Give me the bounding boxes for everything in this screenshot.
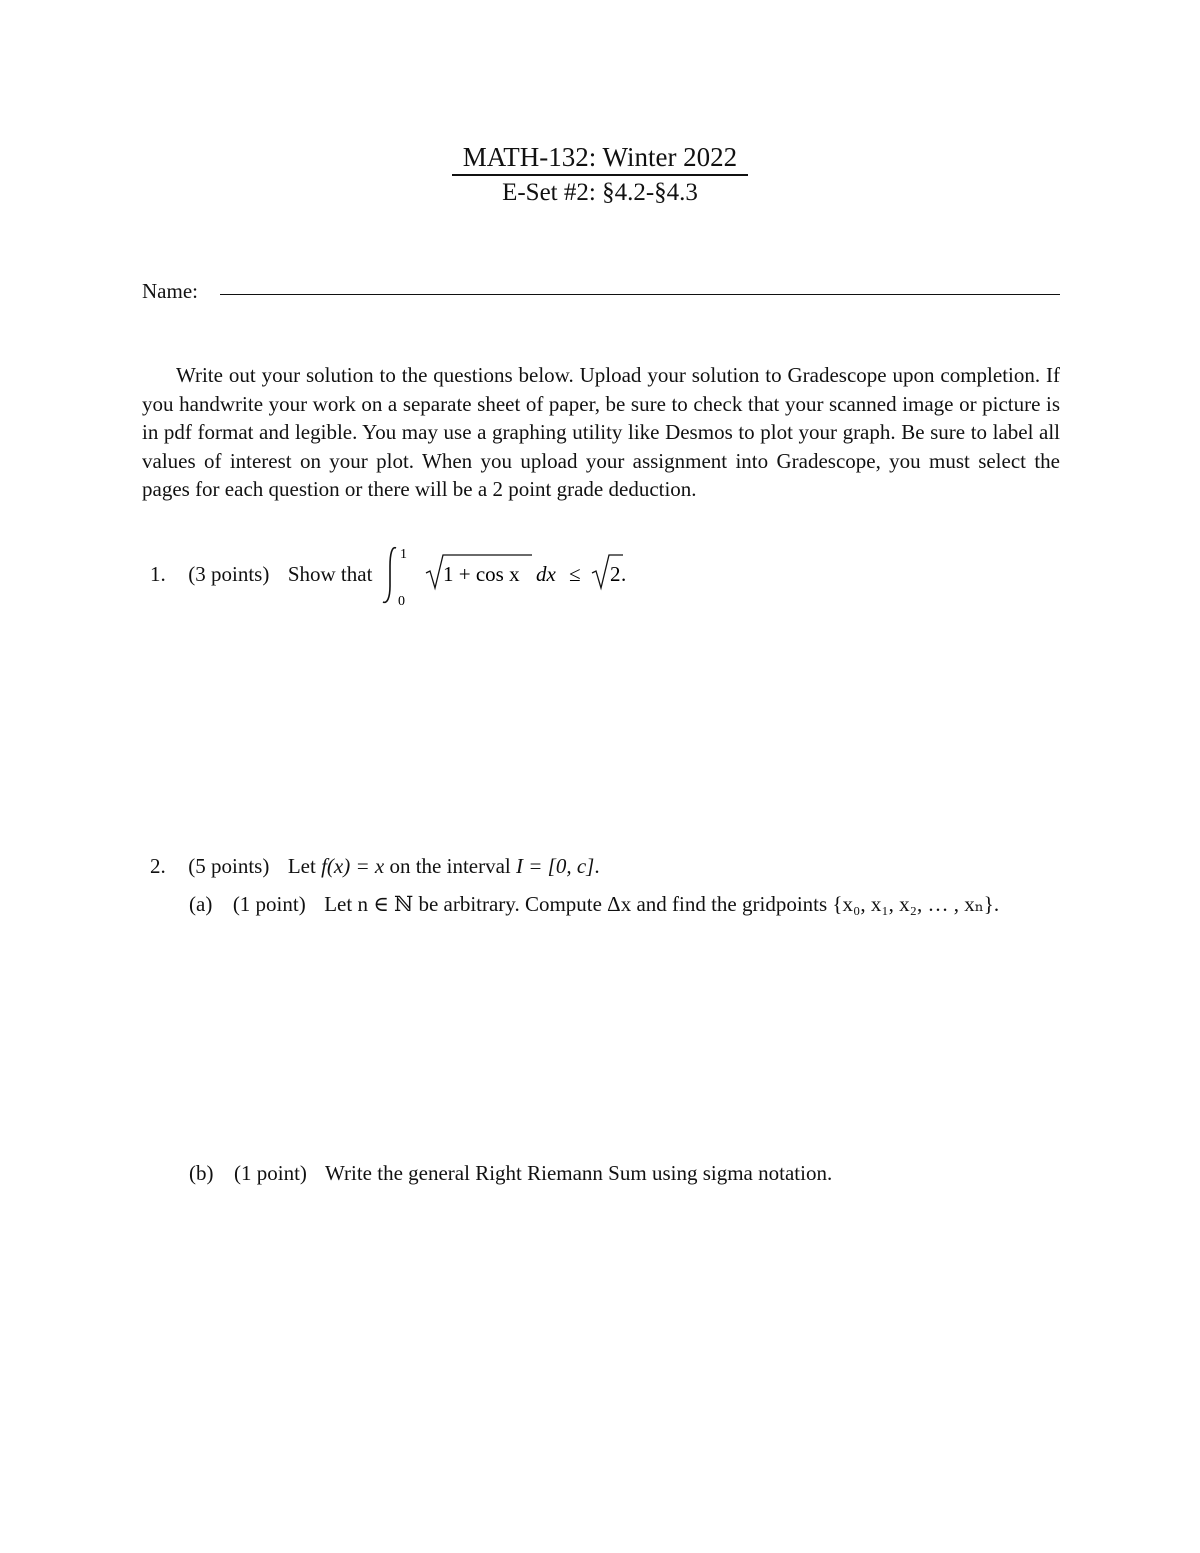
question-2-interval-text: on the interval [389,854,511,878]
instructions-paragraph: Write out your solution to the questions below. Upload your solution to Gradescope upon completion. If you handwrite your work on a separate sheet of paper, be sure to check that your scanned image or picture is in pdf format and legible. You may use a graphing utility like Desmos to plot your graph. Be sure to label all values of interest on your plot. When you upload your assignment into Gradescope, you must select the pages for each question or there will be a 2 point grade deduction. [142,363,1060,502]
question-1-inequality [380,542,660,608]
radicand: 1 + cos x [443,562,520,586]
question-1 [150,560,372,588]
rhs-value: 2 [610,562,621,586]
question-2 [150,852,600,880]
question-2b-text: Write the general Right Riemann Sum using sigma notation. [325,1161,833,1185]
question-2b-points: (1 point) [234,1161,307,1185]
question-2b [189,1159,832,1187]
integral-upper-limit: 1 [400,547,407,562]
title-divider [452,174,748,176]
question-2-function: f(x) = x [321,854,385,878]
question-2-number: 2. [150,854,166,878]
name-label: Name: [142,279,198,303]
question-1-prompt: Show that [287,562,373,586]
relation-symbol: ≤ [569,562,581,586]
question-2-let: Let [287,854,316,878]
question-2-interval: I = [0, c] [516,854,595,878]
question-2-points: (5 points) [188,854,270,878]
differential: dx [536,562,556,586]
integral-sign [383,548,396,603]
question-2a [189,890,999,918]
question-2a-text: Let n ∈ ℕ be arbitrary. Compute Δx and find the gridpoints {x₀, x₁, x₂, … , xₙ}. [324,892,1000,916]
question-2b-label: (b) [189,1161,214,1185]
question-2a-label: (a) [189,892,213,916]
name-blank-line [220,294,1060,295]
set-title: E-Set #2: §4.2-§4.3 [502,179,698,206]
question-1-points: (3 points) [188,562,270,586]
course-title: MATH-132: Winter 2022 [462,142,738,172]
question-1-number: 1. [150,562,166,586]
question-2a-points: (1 point) [232,892,306,916]
inequality-end: . [621,562,627,586]
integral-lower-limit: 0 [398,594,405,608]
question-2-end: . [594,854,600,878]
